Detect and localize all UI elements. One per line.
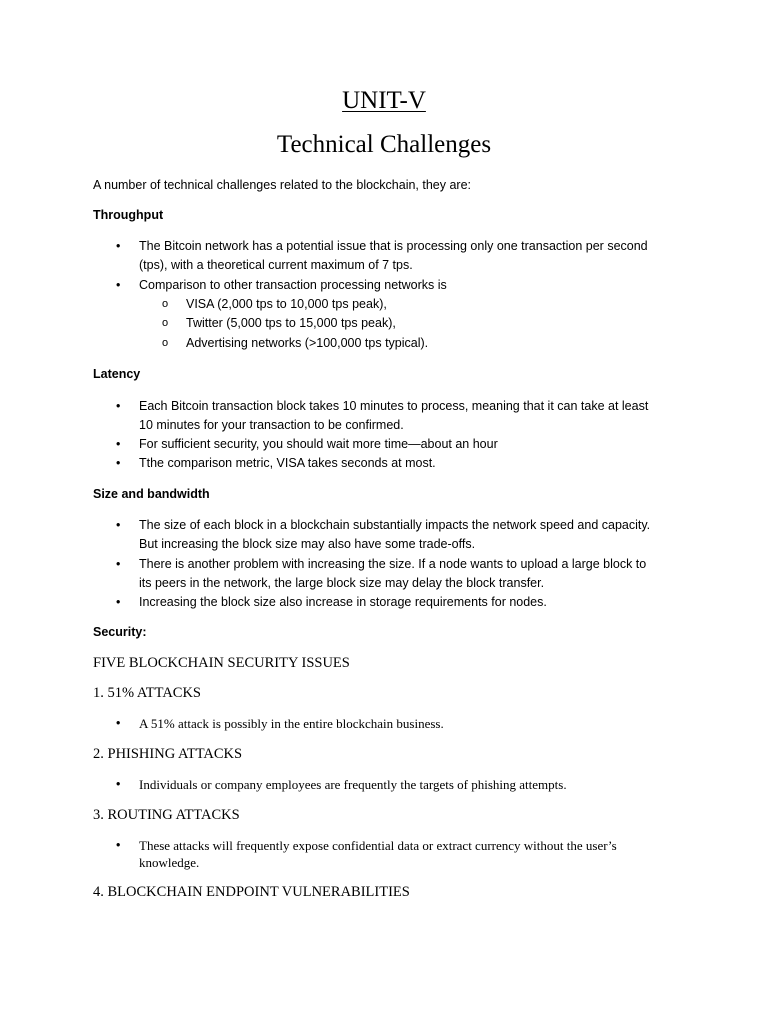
page-title: Technical Challenges [276,131,492,158]
intro-paragraph: A number of technical challenges related to the blockchain, they are: [93,178,472,192]
bullet-icon: • [116,278,121,292]
issue-2-heading: 2. PHISHING ATTACKS [93,746,243,762]
throughput-bullet-2: Comparison to other transaction processing networks is [139,278,447,292]
bullet-icon: • [116,716,121,730]
bullet-icon: • [116,557,121,571]
throughput-sub-bullet-1: VISA (2,000 tps to 10,000 tps peak), [186,297,387,311]
bullet-icon: • [116,456,121,470]
unit-heading: UNIT-V [342,87,426,114]
circle-bullet-icon: o [162,317,169,329]
issue-2-bullet: Individuals or company employees are frequently the targets of phishing attempts. [139,777,567,792]
bullet-icon: • [116,239,121,253]
bullet-icon: • [116,777,121,791]
issue-4-heading: 4. BLOCKCHAIN ENDPOINT VULNERABILITIES [93,884,410,900]
issue-3-bullet-line-2: knowledge. [139,855,200,870]
size-bullet-3: Increasing the block size also increase in storage requirements for nodes. [139,595,547,609]
throughput-sub-bullet-3: Advertising networks (>100,000 tps typical). [186,336,429,350]
issue-3-heading: 3. ROUTING ATTACKS [93,807,240,823]
size-bullet-1 [139,516,679,554]
bullet-icon: • [116,595,121,609]
bullet-icon: • [116,838,121,852]
issue-3-bullet [139,837,679,871]
circle-bullet-icon: o [162,298,169,310]
issue-1-heading: 1. 51% ATTACKS [93,685,201,701]
bullet-icon: • [116,518,121,532]
size-bullet-2-line-2: its peers in the network, the large block size may delay the block transfer. [139,576,545,590]
latency-bullet-3: Tthe comparison metric, VISA takes seconds at most. [139,456,436,470]
issue-1-bullet: A 51% attack is possibly in the entire blockchain business. [139,716,444,731]
issue-3-bullet-line-1: These attacks will frequently expose confidential data or extract currency without the user’s [139,838,617,853]
size-bullet-2-line-1: There is another problem with increasing the size. If a node wants to upload a large block to [139,557,647,571]
throughput-heading: Throughput [93,208,164,222]
security-heading: Security: [93,625,147,639]
throughput-bullet-1-line-1: The Bitcoin network has a potential issue that is processing only one transaction per second [139,239,648,253]
throughput-bullet-1-line-2: (tps), with a theoretical current maximum of 7 tps. [139,258,413,272]
five-issues-heading: FIVE BLOCKCHAIN SECURITY ISSUES [93,655,350,671]
size-heading: Size and bandwidth [93,487,210,501]
latency-heading: Latency [93,367,141,381]
latency-bullet-1-line-2: 10 minutes for your transaction to be confirmed. [139,418,404,432]
size-bullet-2 [139,555,679,593]
circle-bullet-icon: o [162,337,169,349]
latency-bullet-1-line-1: Each Bitcoin transaction block takes 10 minutes to process, meaning that it can take at least [139,399,649,413]
bullet-icon: • [116,437,121,451]
size-bullet-1-line-2: But increasing the block size may also have some trade-offs. [139,537,476,551]
latency-bullet-2: For sufficient security, you should wait more time—about an hour [139,437,498,451]
throughput-sub-bullet-2: Twitter (5,000 tps to 15,000 tps peak), [186,316,396,330]
bullet-icon: • [116,399,121,413]
latency-bullet-1 [139,397,679,435]
size-bullet-1-line-1: The size of each block in a blockchain substantially impacts the network speed and capacity. [139,518,651,532]
throughput-bullet-1 [139,237,679,275]
